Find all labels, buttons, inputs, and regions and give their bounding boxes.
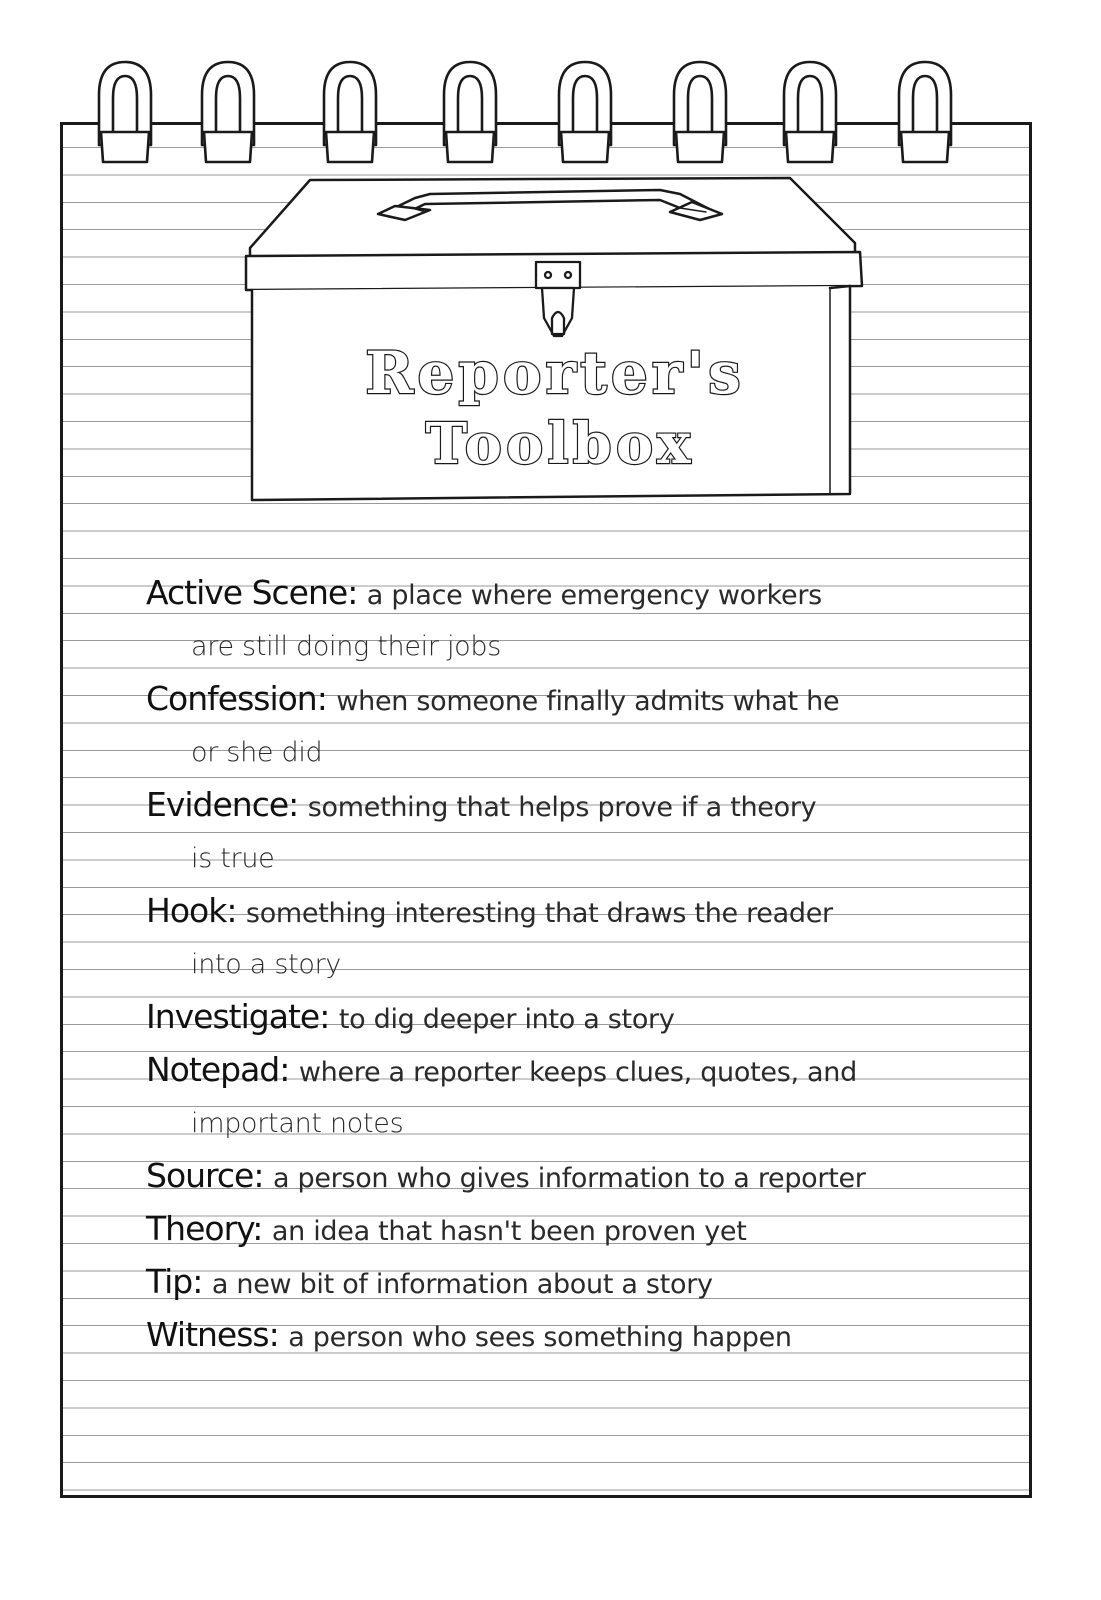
- glossary-entry: [146, 1202, 976, 1255]
- term-colon: :: [268, 1315, 289, 1354]
- glossary-definition: something that helps prove if a theory: [307, 792, 817, 823]
- glossary-entry-line: [146, 1255, 976, 1308]
- glossary-entry: [146, 1149, 976, 1202]
- term-colon: :: [279, 1050, 299, 1089]
- spiral-ring-icon: [99, 62, 151, 162]
- term-colon: :: [316, 679, 337, 718]
- term-colon: :: [319, 997, 339, 1036]
- glossary-entry-line: [146, 1308, 976, 1361]
- glossary-term: Evidence: [146, 785, 289, 824]
- term-colon: :: [288, 785, 308, 824]
- glossary-definition-continued-text: important notes: [191, 1108, 404, 1139]
- glossary-definition-continued-text: or she did: [191, 737, 323, 768]
- glossary-definition: where a reporter keeps clues, quotes, and: [298, 1057, 857, 1088]
- spiral-ring-icon: [324, 62, 376, 162]
- glossary-entry-line: [146, 1149, 976, 1202]
- glossary-entry: [146, 672, 976, 778]
- spiral-ring-icon: [784, 62, 836, 162]
- glossary-entry: [146, 1308, 976, 1361]
- glossary-term: Witness: [146, 1315, 269, 1354]
- glossary-definition: a person who gives information to a reporter: [272, 1163, 866, 1194]
- spiral-ring-icon: [202, 62, 254, 162]
- glossary-definition-continued: [146, 937, 976, 990]
- glossary-definition-continued-text: are still doing their jobs: [191, 631, 501, 662]
- glossary-term: Theory: [146, 1209, 253, 1248]
- glossary-definition-continued: [146, 831, 976, 884]
- spiral-ring-icon: [559, 62, 611, 162]
- glossary-term: Notepad: [146, 1050, 280, 1089]
- glossary-definition: when someone finally admits what he: [336, 686, 840, 717]
- glossary-definition: something interesting that draws the reader: [245, 898, 833, 929]
- term-colon: :: [226, 891, 246, 930]
- glossary-entry-line: [146, 566, 976, 619]
- glossary-definition: a place where emergency workers: [366, 580, 822, 611]
- glossary-definition: an idea that hasn't been proven yet: [271, 1216, 747, 1247]
- toolbox-icon: [230, 168, 880, 508]
- glossary-definition: to dig deeper into a story: [338, 1004, 675, 1035]
- glossary-term: Investigate: [146, 997, 320, 1036]
- glossary-entry-line: [146, 672, 976, 725]
- spiral-ring-icon: [674, 62, 726, 162]
- term-colon: :: [347, 573, 367, 612]
- glossary-entry: [146, 884, 976, 990]
- glossary-entry-line: [146, 884, 976, 937]
- term-colon: :: [252, 1209, 272, 1248]
- glossary-definition-continued-text: into a story: [191, 949, 342, 980]
- term-colon: :: [192, 1262, 212, 1301]
- glossary-definition: a person who sees something happen: [288, 1322, 792, 1353]
- glossary-definition-continued: [146, 1096, 976, 1149]
- glossary-entry: [146, 566, 976, 672]
- glossary-entry-line: [146, 990, 976, 1043]
- glossary-entry-line: [146, 1202, 976, 1255]
- spiral-ring-icon: [444, 62, 496, 162]
- glossary-definition-continued-text: is true: [191, 843, 275, 874]
- toolbox-title-line1: Reporter's: [365, 339, 745, 407]
- glossary-entry: [146, 990, 976, 1043]
- spiral-ring-icon: [899, 62, 951, 162]
- glossary-entry: [146, 778, 976, 884]
- glossary-term: Tip: [146, 1262, 193, 1301]
- glossary-definition: a new bit of information about a story: [211, 1269, 713, 1300]
- glossary-term: Source: [146, 1156, 254, 1195]
- term-colon: :: [253, 1156, 273, 1195]
- glossary-term: Active Scene: [146, 573, 348, 612]
- toolbox-title-line2: Toolbox: [425, 411, 695, 477]
- glossary-entry-line: [146, 778, 976, 831]
- glossary-list: [146, 566, 976, 1361]
- glossary-entry-line: [146, 1043, 976, 1096]
- glossary-term: Confession: [146, 679, 317, 718]
- glossary-entry: [146, 1043, 976, 1149]
- glossary-definition-continued: [146, 725, 976, 778]
- glossary-definition-continued: [146, 619, 976, 672]
- glossary-term: Hook: [146, 891, 227, 930]
- glossary-entry: [146, 1255, 976, 1308]
